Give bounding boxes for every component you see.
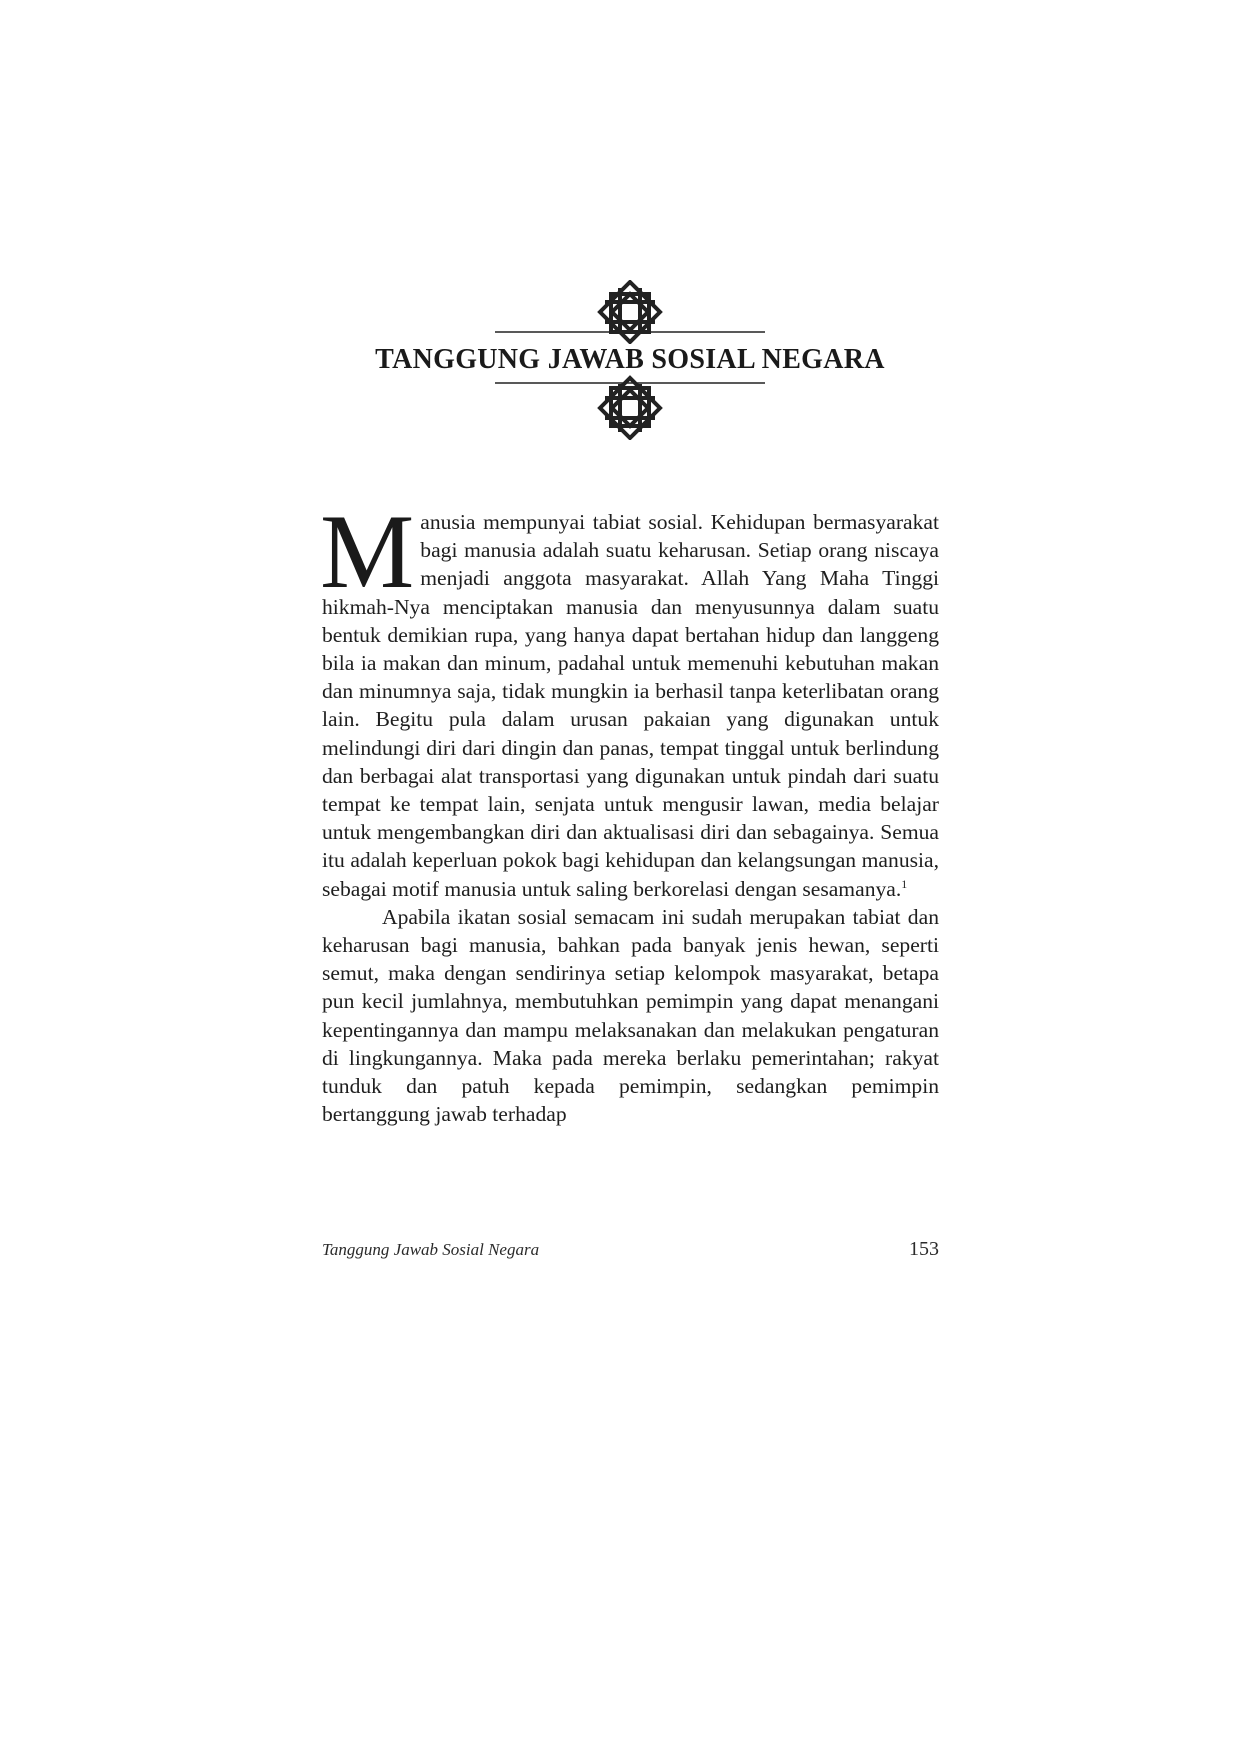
page-footer (322, 1240, 939, 1270)
drop-cap: M (320, 493, 415, 610)
chapter-title-text: TANGGUNG JAWAB SOSIAL NEGARA (371, 344, 889, 375)
page-number: 153 (909, 1238, 939, 1260)
body-text (320, 493, 939, 1128)
paragraph-2: Apabila ikatan sosial semacam ini sudah merupakan tabiat dan keharusan bagi manusia, bahkan pada banyak jenis hewan, seperti semut, maka dengan sendirinya setiap kelompok masyarakat, betapa pun kecil jumlahnya, membutuhkan pemimpin yang dapat menangani kepentingannya dan mampu melaksanakan dan melakukan pengaturan di lingkungannya. Maka pada mereka berlaku pemerintahan; rakyat tunduk dan patuh kepada pemimpin, sedangkan pemimpin bertanggung jawab terhadap (322, 904, 939, 1127)
footnote-reference[interactable]: 1 (901, 876, 908, 891)
running-title: Tanggung Jawab Sosial Negara (322, 1240, 540, 1259)
paragraph-1 (320, 493, 939, 903)
chapter-title (300, 340, 960, 380)
paragraph-1-text: anusia mempunyai tabiat sosial. Kehidupan bermasyarakat bagi manusia adalah suatu keharusan. Setiap orang niscaya menjadi anggota masyarakat. Allah Yang Maha Tinggi hikmah-Nya menciptakan manusia dan menyusunnya dalam suatu bentuk demikian rupa, yang hanya dapat bertahan hidup dan langgeng bila ia makan dan minum, padahal untuk memenuhi kebutuhan makan dan minumnya saja, tidak mungkin ia berhasil tanpa keterlibatan orang lain. Begitu pula dalam urusan pakaian yang digunakan untuk melindungi diri dari dingin dan panas, tempat tinggal untuk berlindung dan berbagai alat transportasi yang digunakan untuk pindah dari suatu tempat ke tempat lain, senjata untuk mengusir lawan, media belajar untuk mengembangkan diri dan aktualisasi diri dan sebagainya. Semua itu adalah keperluan pokok bagi kehidupan dan kelangsungan manusia, sebagai motif manusia untuk saling berkorelasi dengan sesamanya. (322, 510, 939, 901)
